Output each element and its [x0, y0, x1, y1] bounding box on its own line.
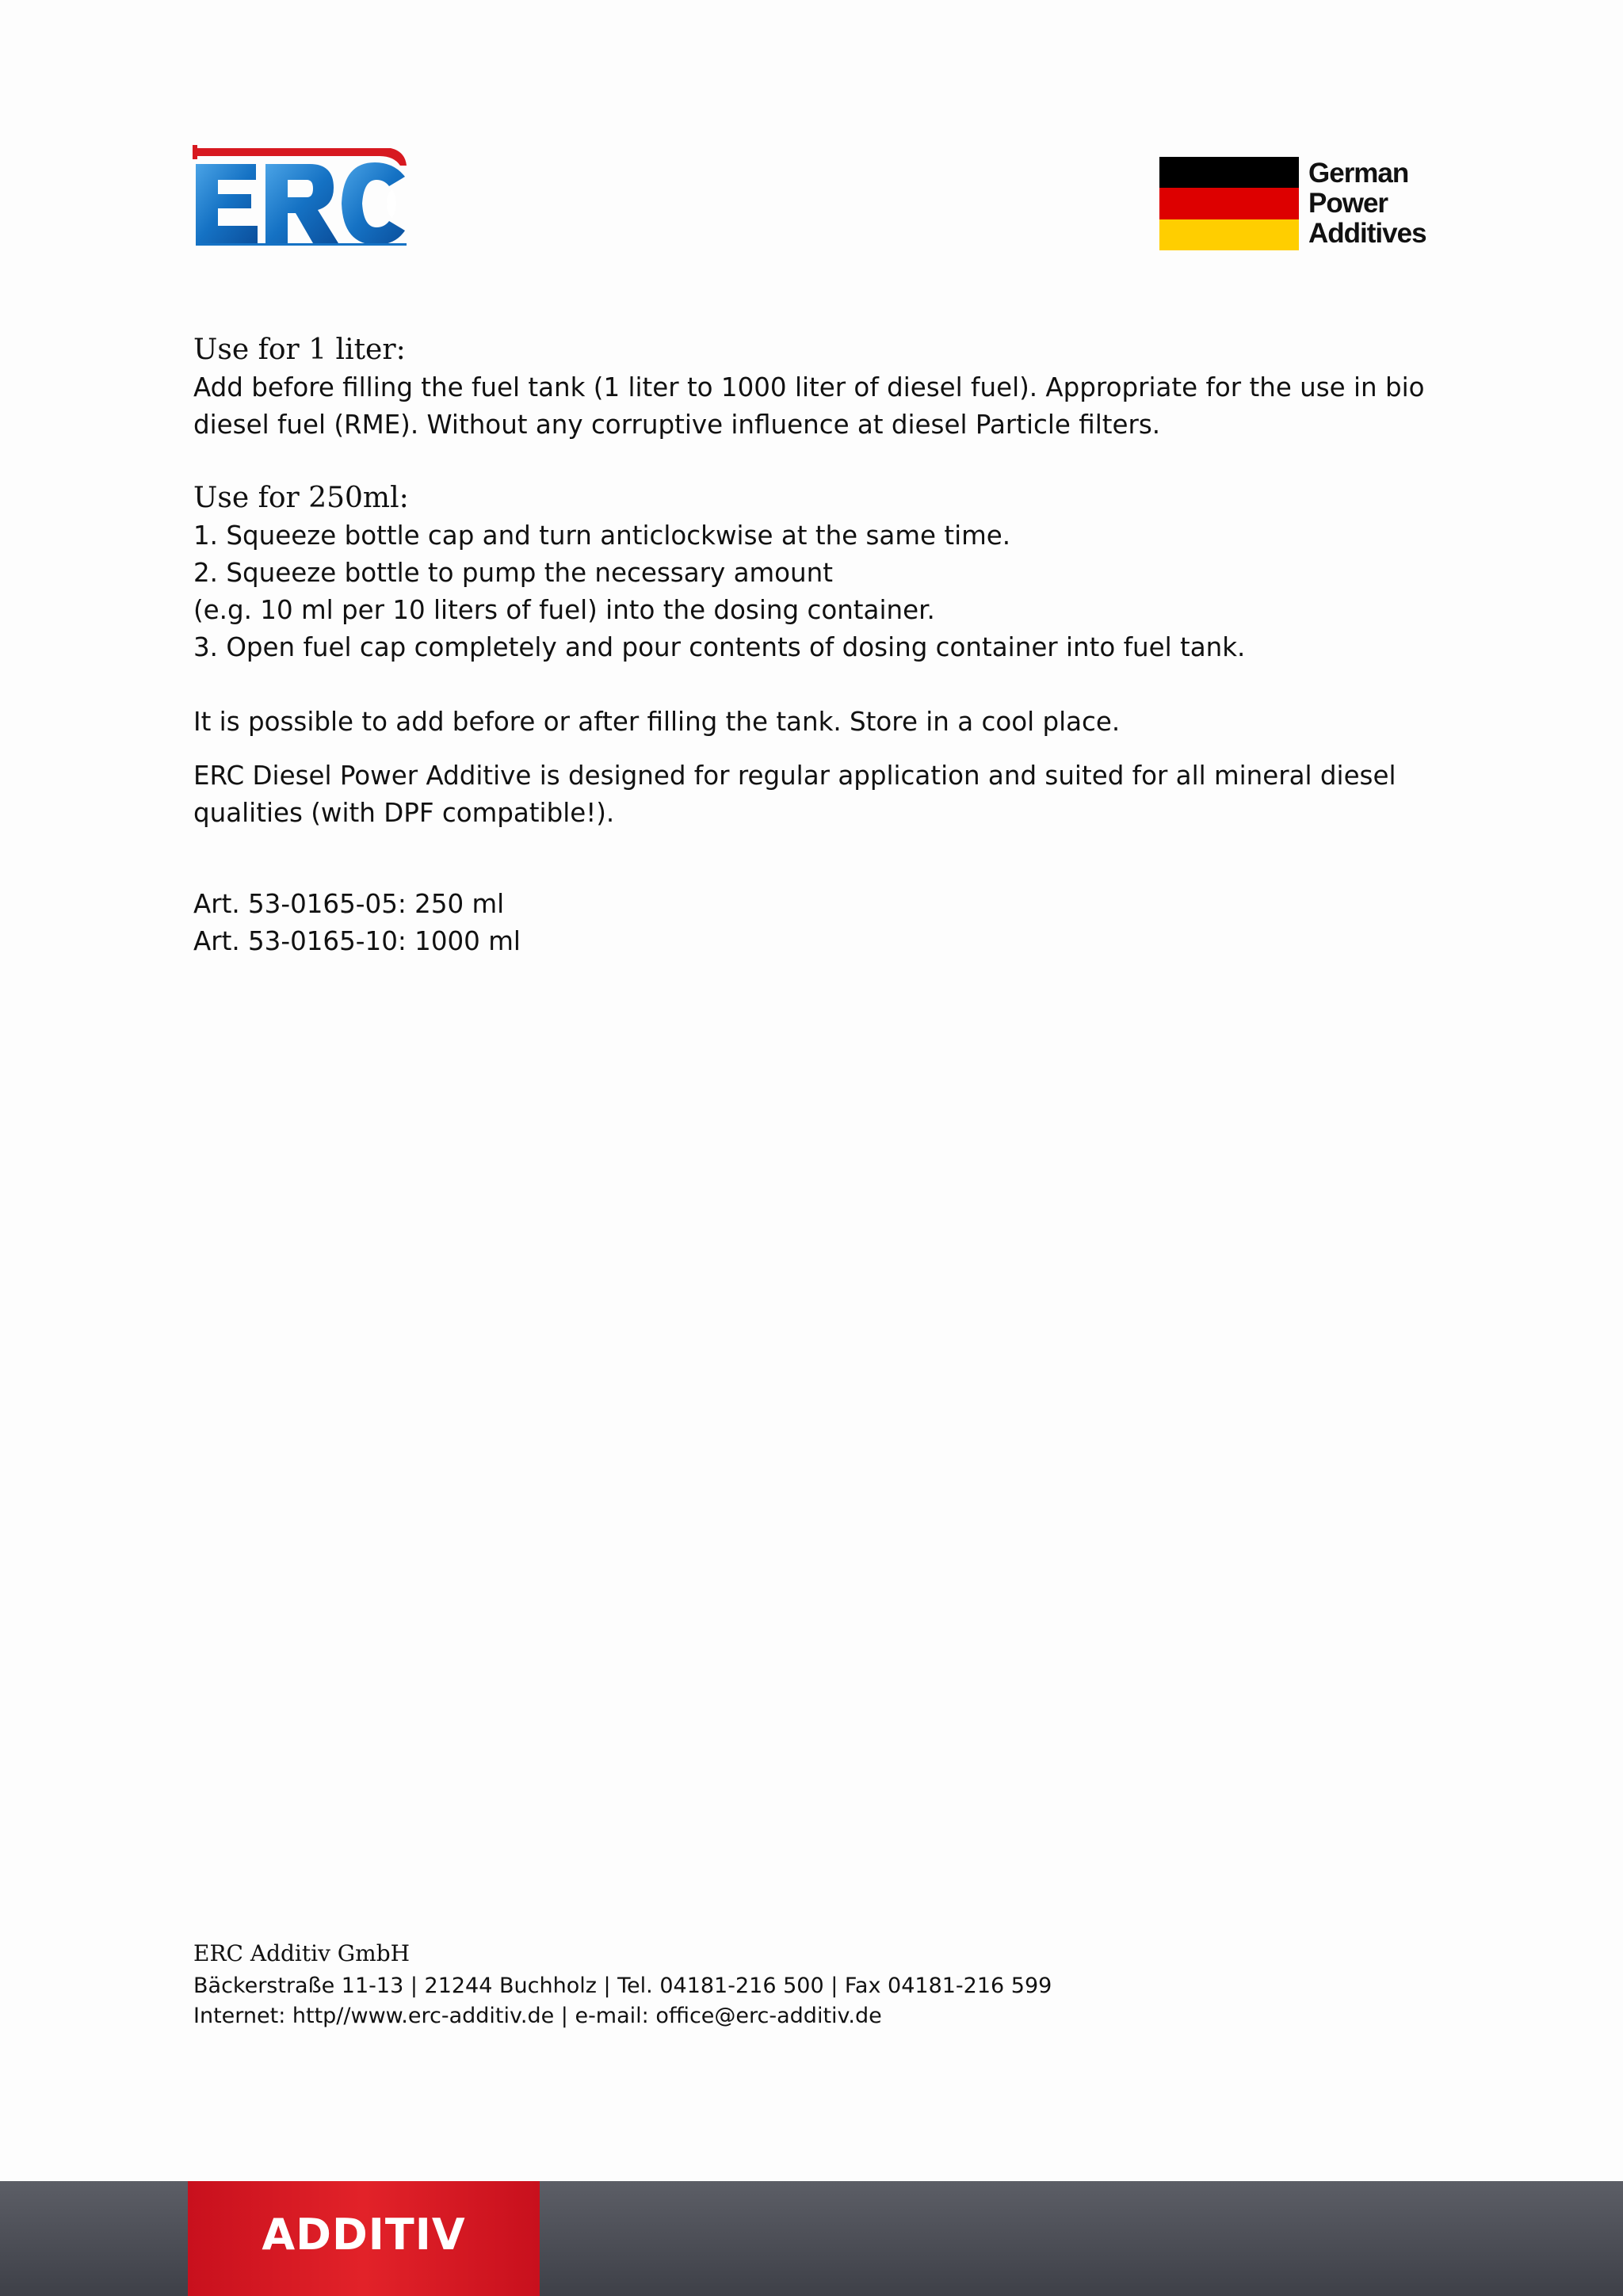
step-line: (e.g. 10 ml per 10 liters of fuel) into the dosing container. — [193, 595, 935, 625]
text-line: qualities (with DPF compatible!). — [193, 798, 615, 828]
badge-line-3: Additives — [1308, 218, 1426, 249]
company-address: Bäckerstraße 11-13 | 21244 Buchholz | Tel. 04181-216 500 | Fax 04181-216 599 — [193, 1974, 1052, 1998]
section-heading-250ml: Use for 250ml: — [193, 482, 409, 514]
section-heading-1-liter: Use for 1 liter: — [193, 334, 406, 366]
section-text-1-liter — [193, 369, 1445, 444]
application-note — [193, 757, 1445, 832]
article-number: Art. 53-0165-10: 1000 ml — [193, 926, 521, 956]
additiv-tab: ADDITIV — [188, 2181, 540, 2296]
flag-stripe-black — [1159, 157, 1299, 188]
company-internet: Internet: http//www.erc-additiv.de | e-mail: office@erc-additiv.de — [193, 2004, 882, 2028]
badge-line-1: German — [1308, 158, 1409, 189]
article-list — [193, 886, 1445, 960]
text-line: ERC Diesel Power Additive is designed for regular application and suited for all mineral diesel — [193, 761, 1396, 791]
badge-text — [1308, 158, 1426, 249]
text-line: Add before filling the fuel tank (1 liter to 1000 liter of diesel fuel). Appropriate for the use in bio — [193, 372, 1425, 402]
article-number: Art. 53-0165-05: 250 ml — [193, 889, 505, 919]
section-text-250ml — [193, 517, 1445, 666]
german-flag-icon — [1159, 157, 1299, 250]
flag-stripe-red — [1159, 188, 1299, 219]
german-power-additives-badge — [1159, 157, 1429, 254]
company-name: ERC Additiv GmbH — [193, 1940, 411, 1966]
step-line: 2. Squeeze bottle to pump the necessary amount — [193, 558, 833, 588]
badge-line-2: Power — [1308, 188, 1388, 219]
company-footer — [193, 1938, 1052, 2031]
main-content — [193, 331, 1445, 960]
bottom-bar — [0, 2181, 1623, 2296]
erc-logo — [193, 145, 408, 246]
step-line: 3. Open fuel cap completely and pour contents of dosing container into fuel tank. — [193, 632, 1246, 662]
flag-stripe-gold — [1159, 219, 1299, 250]
step-line: 1. Squeeze bottle cap and turn anticlockwise at the same time. — [193, 521, 1011, 551]
storage-note: It is possible to add before or after filling the tank. Store in a cool place. — [193, 707, 1121, 737]
text-line: diesel fuel (RME). Without any corruptive influence at diesel Particle filters. — [193, 410, 1161, 440]
